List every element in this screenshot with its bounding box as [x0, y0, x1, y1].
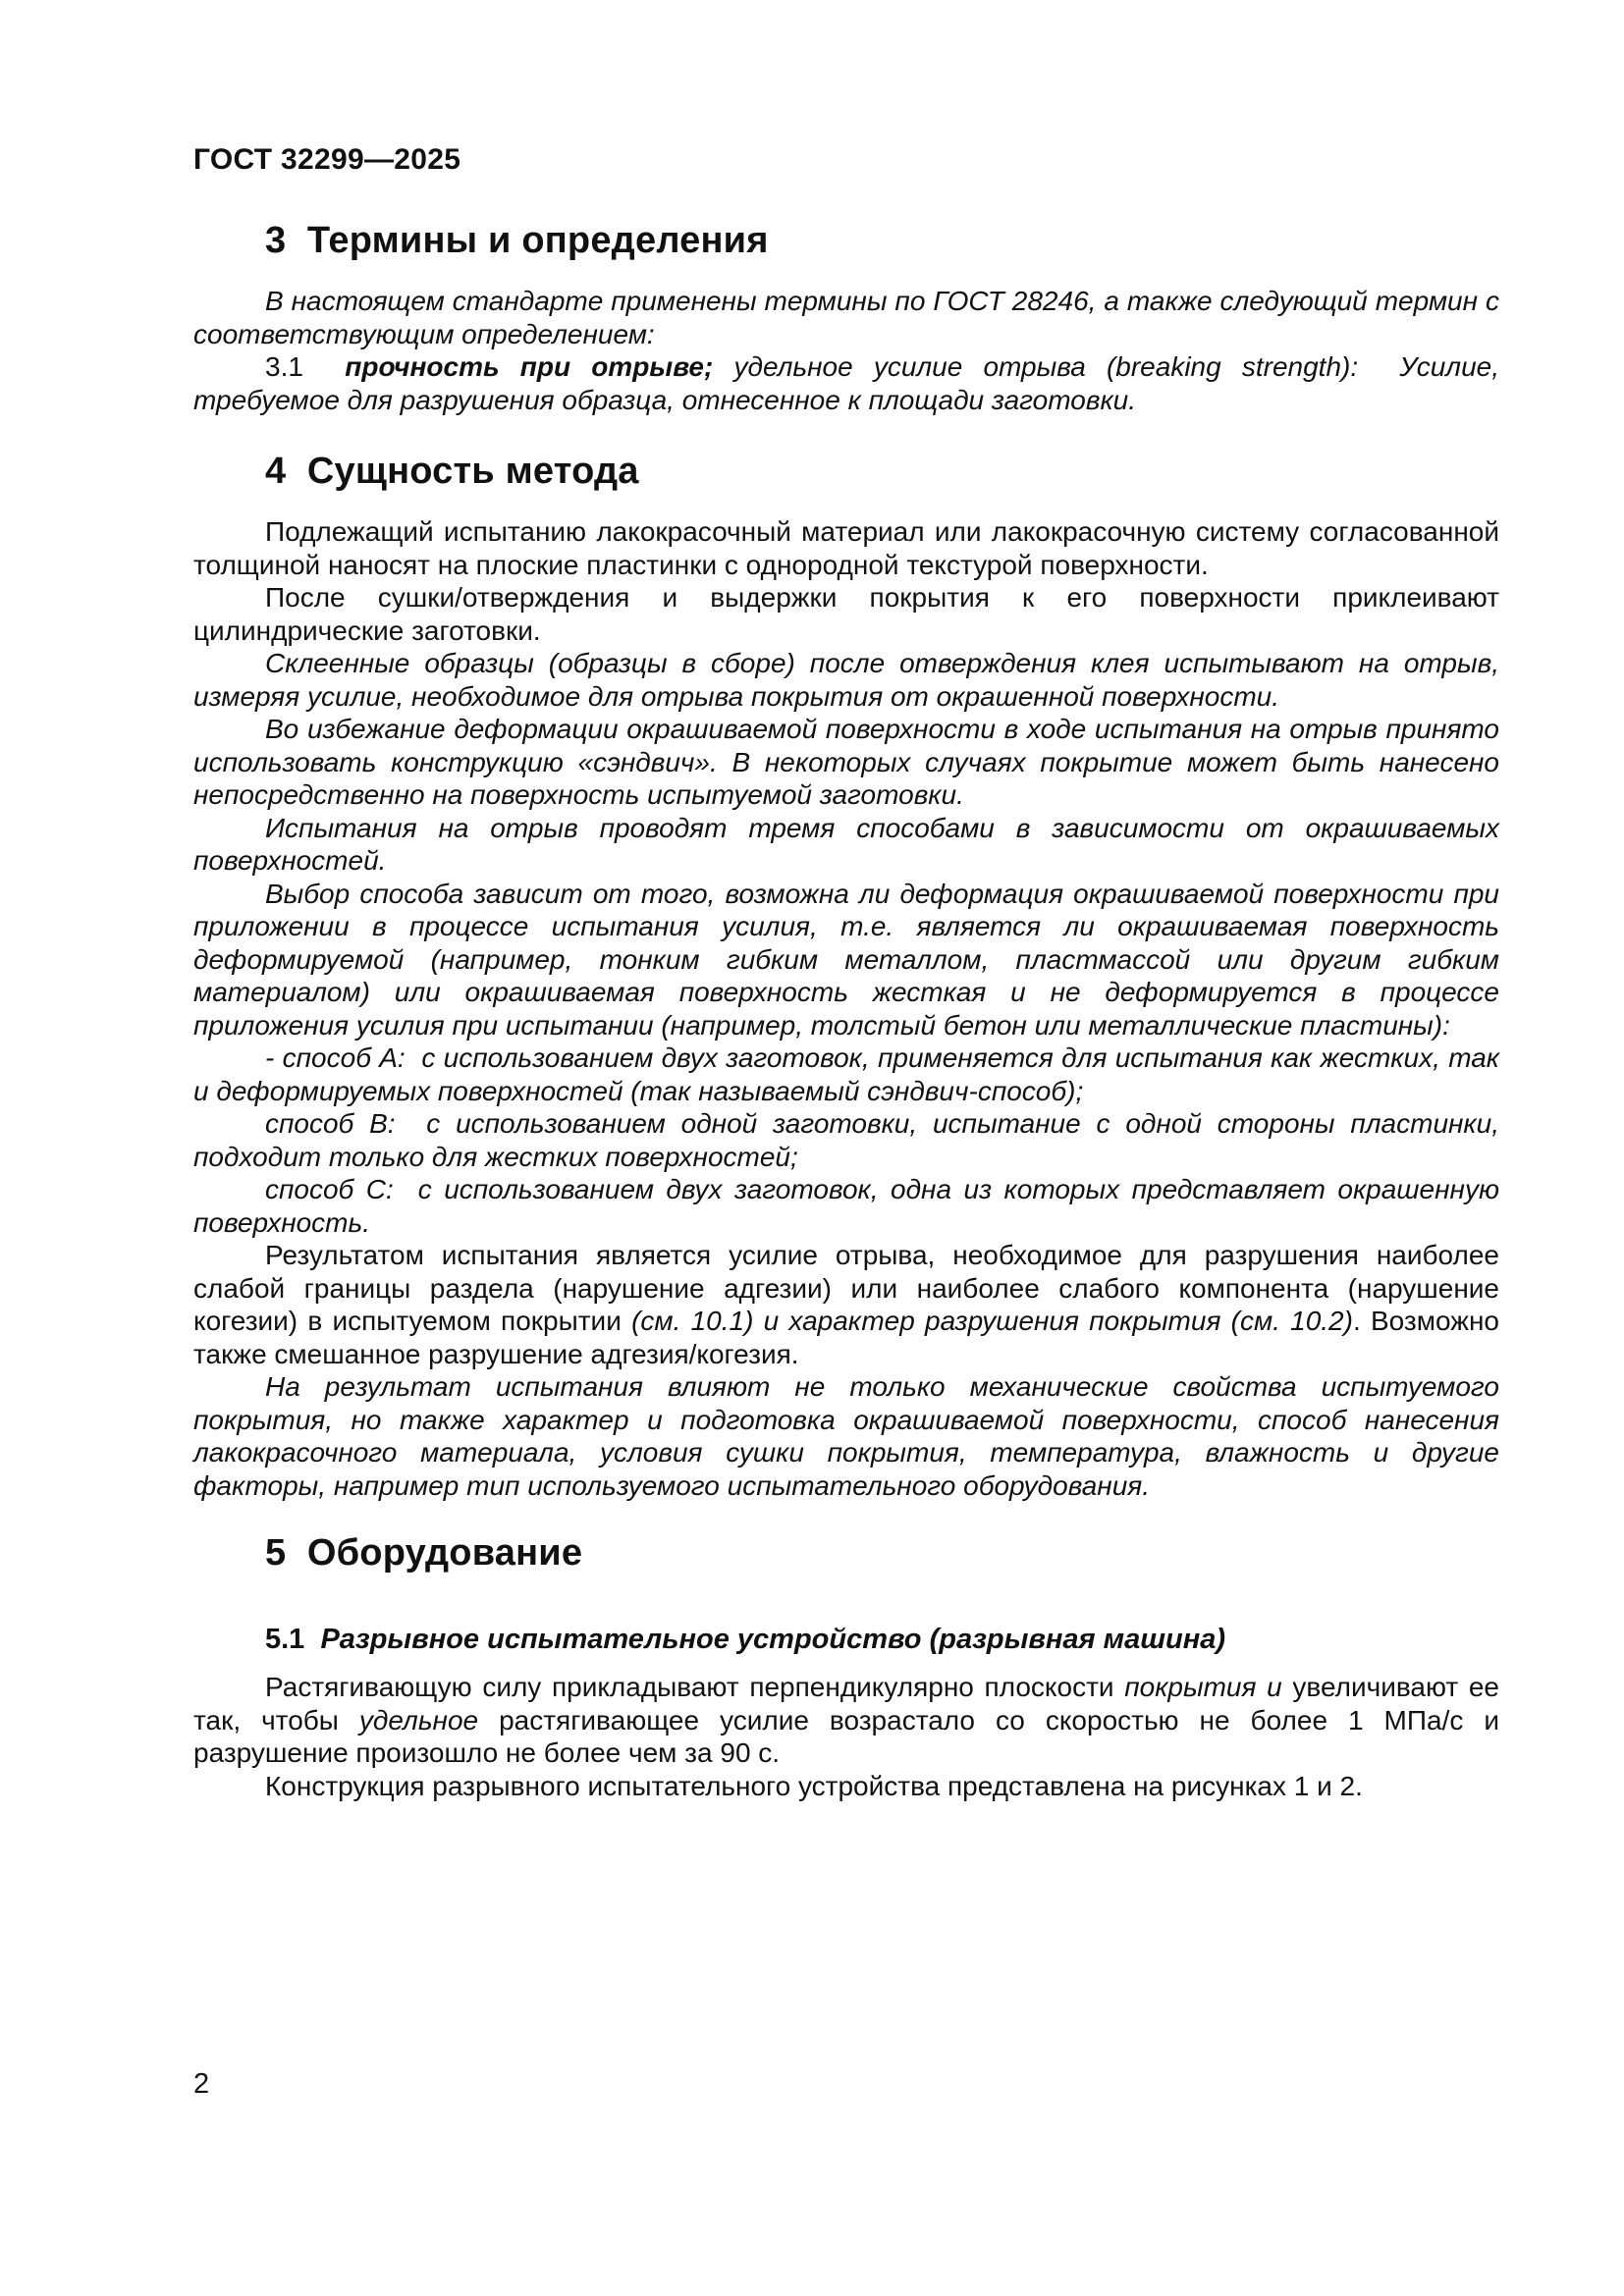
paragraph	[193, 812, 1499, 878]
text-run: способ В: с использованием одной заготовки, испытание с одной стороны пластинки, подходит только для жестких поверхностей;	[193, 1108, 1499, 1172]
paragraph	[193, 285, 1499, 350]
subsection-heading	[193, 1622, 1499, 1657]
text-run: прочность при отрыве;	[345, 351, 714, 382]
section-body-method	[193, 515, 1499, 1502]
text-run: Результатом испытания является усилие отрыва, необходимое для разрушения наиболее слабой границы раздела (нарушение адгезии) или наиболее слабого компонента (нарушение когезии) в испытуемом покрытии	[193, 1240, 1499, 1336]
paragraph	[193, 515, 1499, 581]
paragraph	[193, 581, 1499, 647]
text-run: Во избежание деформации окрашиваемой поверхности в ходе испытания на отрыв принято использовать конструкцию «сэндвич». В некоторых случаях покрытие может быть нанесено непосредственно на поверхность испытуемой заготовки.	[193, 714, 1499, 810]
text-run: удельное усилие отрыва (breaking strength): Усилие, требуемое для разрушения образца, отнесенное к площади заготовки.	[193, 351, 1499, 415]
text-run: Растягивающую силу прикладывают перпендикулярно плоскости	[265, 1672, 1125, 1702]
text-run: В настоящем стандарте применены термины по ГОСТ 28246, а также следующий термин с соответствующим определением:	[193, 286, 1499, 349]
paragraph	[193, 1671, 1499, 1770]
paragraph	[193, 713, 1499, 812]
text-run: (см. 10.1) и характер разрушения покрытия (см. 10.2)	[631, 1306, 1353, 1336]
page-number: 2	[193, 2068, 210, 2100]
text-run: Подлежащий испытанию лакокрасочный материал или лакокрасочную систему согласованной толщиной наносят на плоские пластинки с однородной текстурой поверхности.	[193, 516, 1499, 580]
paragraph	[193, 1239, 1499, 1370]
text-run: На результат испытания влияют не только механические свойства испытуемого покрытия, но также характер и подготовка окрашиваемой поверхности, способ нанесения лакокрасочного материала, условия сушки покрытия, температура, влажность и другие факторы, например тип используемого испытательного оборудования.	[193, 1371, 1499, 1501]
text-run: Склеенные образцы (образцы в сборе) после отверждения клея испытывают на отрыв, измеряя усилие, необходимое для отрыва покрытия от окрашенной поверхности.	[193, 648, 1499, 712]
paragraph	[193, 1370, 1499, 1502]
section-body-equipment	[193, 1622, 1499, 1802]
section-body-terms	[193, 285, 1499, 416]
text-run: 3.1	[265, 351, 346, 382]
text-run: Конструкция разрывного испытательного устройства представлена на рисунках 1 и 2.	[265, 1770, 1363, 1801]
paragraph	[193, 647, 1499, 713]
text-run: Разрывное испытательное устройство (разрывная машина)	[320, 1624, 1226, 1655]
text-run: покрытия и	[1124, 1672, 1282, 1702]
text-run: 5.1	[265, 1624, 321, 1655]
text-run: После сушки/отверждения и выдержки покрытия к его поверхности приклеивают цилиндрические заготовки.	[193, 582, 1499, 646]
text-run: Выбор способа зависит от того, возможна ли деформация окрашиваемой поверхности при приложении в процессе испытания усилия, т.е. является ли окрашиваемая поверхность деформируемой (например, тонким гибким металлом, пластмассой или другим гибким материалом) или окрашиваемая поверхность жесткая и не деформируется в процессе приложения усилия при испытании (например, толстый бетон или металлические пластины):	[193, 878, 1499, 1041]
paragraph	[193, 1107, 1499, 1173]
paragraph	[193, 1173, 1499, 1239]
section-heading-terms: 3 Термины и определения	[265, 220, 769, 261]
paragraph	[193, 1041, 1499, 1107]
paragraph	[193, 878, 1499, 1042]
text-run: - способ А: с использованием двух заготовок, применяется для испытания как жестких, так и деформируемых поверхностей (так называемый сэндвич-способ);	[193, 1042, 1499, 1106]
section-heading-equipment: 5 Оборудование	[265, 1532, 583, 1574]
paragraph	[193, 1770, 1499, 1803]
running-header: ГОСТ 32299—2025	[193, 143, 461, 176]
document-content	[193, 0, 1499, 1802]
text-run: удельное	[358, 1704, 479, 1735]
text-run: Испытания на отрыв проводят тремя способами в зависимости от окрашиваемых поверхностей.	[193, 812, 1499, 876]
text-run: увеличивают ее так, чтобы	[193, 1672, 1499, 1735]
section-heading-method: 4 Сущность метода	[265, 451, 639, 492]
text-run: растягивающее усилие возрастало со скоростью не более 1 МПа/с и разрушение произошло не более чем за 90 с.	[193, 1704, 1499, 1768]
paragraph	[193, 350, 1499, 416]
text-run: способ С: с использованием двух заготовок, одна из которых представляет окрашенную поверхность.	[193, 1174, 1499, 1238]
text-run: . Возможно также смешанное разрушение адгезия/когезия.	[193, 1306, 1500, 1369]
